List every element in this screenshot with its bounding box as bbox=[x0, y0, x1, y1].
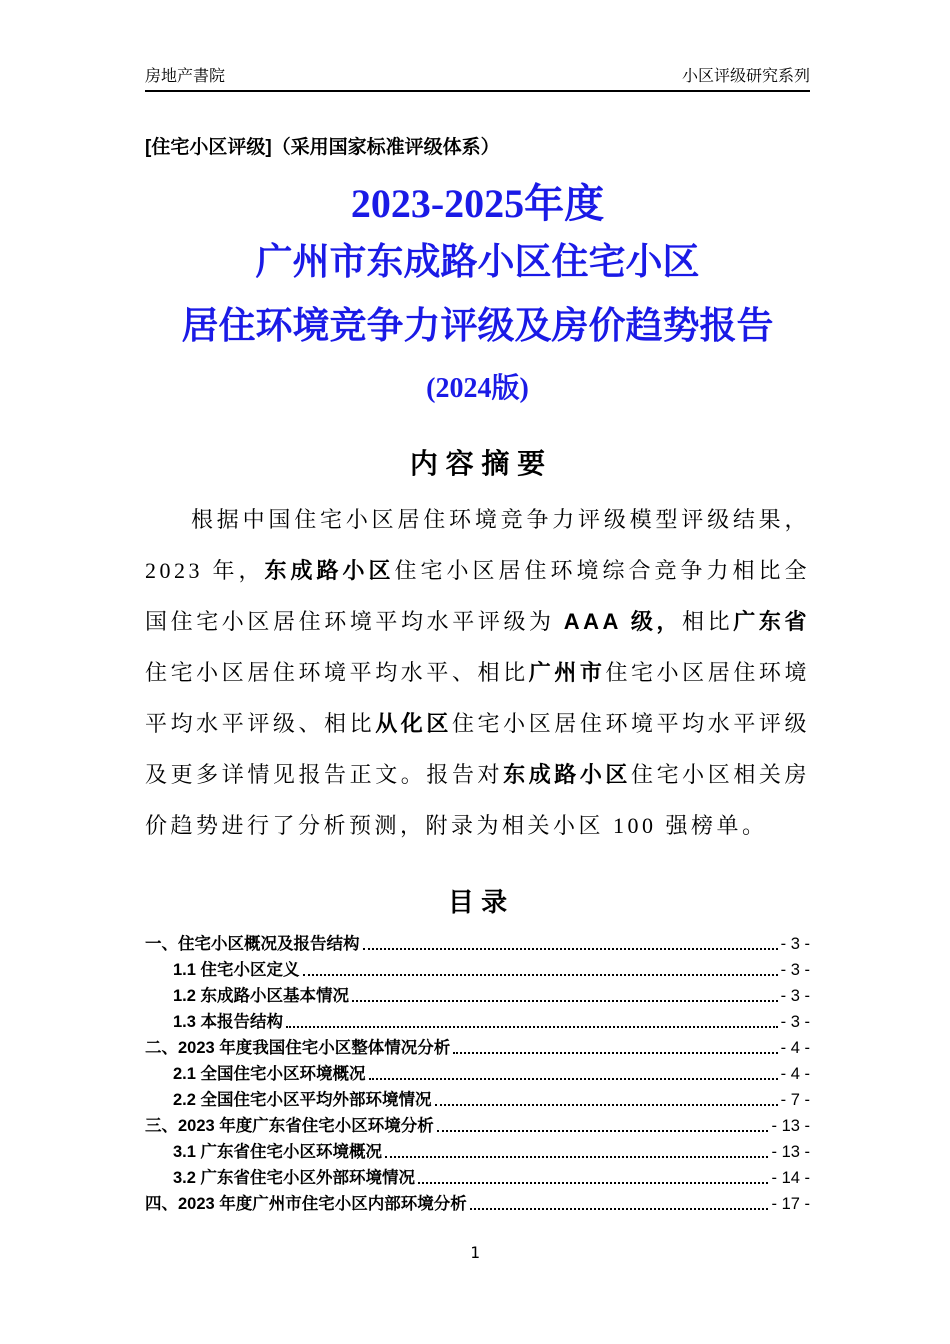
toc-entry-label: 2.1 全国住宅小区环境概况 bbox=[173, 1065, 366, 1083]
toc-dot-leader bbox=[418, 1182, 768, 1184]
toc-entry[interactable] bbox=[145, 1165, 810, 1191]
toc-entry[interactable] bbox=[145, 1009, 810, 1035]
toc-entry[interactable] bbox=[145, 931, 810, 957]
toc-entry-label: 四、2023 年度广州市住宅小区内部环境分析 bbox=[145, 1195, 467, 1213]
toc-dot-leader bbox=[453, 1052, 777, 1054]
abstract-bold-text: 东成路小区 bbox=[264, 558, 395, 583]
toc-entry-page: - 3 - bbox=[780, 935, 810, 953]
toc-entry-label: 3.1 广东省住宅小区环境概况 bbox=[173, 1143, 383, 1161]
toc-dot-leader bbox=[437, 1130, 769, 1132]
toc-entry-label: 二、2023 年度我国住宅小区整体情况分析 bbox=[145, 1039, 451, 1057]
abstract-heading: 内 容 摘 要 bbox=[409, 448, 546, 479]
abstract-bold-text: 广东省 bbox=[733, 609, 810, 634]
abstract-paragraph bbox=[145, 494, 810, 851]
toc-entry-page: - 3 - bbox=[780, 1013, 810, 1031]
abstract-text: 相比 bbox=[682, 609, 734, 634]
abstract-bold-text: 从化区 bbox=[375, 711, 452, 736]
toc-entry[interactable] bbox=[145, 1061, 810, 1087]
toc-entry-label: 1.3 本报告结构 bbox=[173, 1013, 284, 1031]
toc-entry-page: - 4 - bbox=[780, 1039, 810, 1057]
abstract-bold-text: 广州市 bbox=[528, 660, 606, 685]
abstract-bold-text: AAA 级， bbox=[563, 609, 683, 634]
toc-entry-page: - 3 - bbox=[780, 961, 810, 979]
toc-dot-leader bbox=[303, 974, 778, 976]
toc-entry[interactable] bbox=[145, 1035, 810, 1061]
toc-dot-leader bbox=[435, 1104, 778, 1106]
toc-entry-page: - 17 - bbox=[771, 1195, 810, 1213]
header-rule bbox=[145, 90, 810, 92]
toc-entry-page: - 13 - bbox=[771, 1117, 810, 1135]
toc-entry-label: 1.2 东成路小区基本情况 bbox=[173, 987, 350, 1005]
header-left-text: 房地产書院 bbox=[145, 68, 226, 85]
toc-entry-page: - 7 - bbox=[780, 1091, 810, 1109]
rating-system-label: [住宅小区评级]（采用国家标准评级体系） bbox=[145, 137, 500, 158]
report-edition: (2024版) bbox=[426, 373, 529, 404]
toc-entry-label: 2.2 全国住宅小区平均外部环境情况 bbox=[173, 1091, 432, 1109]
toc-entry-label: 一、住宅小区概况及报告结构 bbox=[145, 935, 360, 953]
abstract-text: 根据中国住宅小区居住环境竞争力评级模型评级结果，2023 年， bbox=[145, 507, 810, 583]
abstract-text: 住宅小区居住环境平均水平、相比 bbox=[145, 660, 529, 685]
toc-dot-leader bbox=[369, 1078, 778, 1080]
toc-dot-leader bbox=[470, 1208, 769, 1210]
page-number: 1 bbox=[470, 1243, 480, 1262]
toc-dot-leader bbox=[352, 1000, 778, 1002]
toc-heading: 目 录 bbox=[447, 887, 508, 917]
toc-entry[interactable] bbox=[145, 983, 810, 1009]
toc-entry[interactable] bbox=[145, 1113, 810, 1139]
toc-dot-leader bbox=[286, 1026, 778, 1028]
table-of-contents bbox=[145, 931, 810, 1217]
abstract-bold-text: 东成路小区 bbox=[503, 762, 632, 787]
abstract-text: 住宅小区居住环境平均水平评级及更多详情见报告正文。报告对 bbox=[145, 711, 810, 787]
abstract-text: 住宅小区居住环境平均水平评级、相比 bbox=[145, 660, 810, 736]
report-title-years: 2023-2025年度 bbox=[350, 181, 605, 226]
report-title-topic: 居住环境竞争力评级及房价趋势报告 bbox=[181, 306, 774, 347]
toc-dot-leader bbox=[363, 948, 778, 950]
abstract-text: 住宅小区居住环境综合竞争力相比全国住宅小区居住环境平均水平评级为 bbox=[145, 558, 810, 634]
page-header bbox=[145, 0, 810, 88]
toc-entry[interactable] bbox=[145, 1087, 810, 1113]
abstract-text: 住宅小区相关房价趋势进行了分析预测，附录为相关小区 100 强榜单。 bbox=[145, 762, 810, 838]
report-title-subject: 广州市东成路小区住宅小区 bbox=[255, 242, 700, 283]
toc-entry-page: - 3 - bbox=[780, 987, 810, 1005]
toc-entry-label: 1.1 住宅小区定义 bbox=[173, 961, 300, 979]
toc-entry[interactable] bbox=[145, 1139, 810, 1165]
toc-dot-leader bbox=[385, 1156, 768, 1158]
toc-entry-label: 3.2 广东省住宅小区外部环境情况 bbox=[173, 1169, 416, 1187]
toc-entry-page: - 4 - bbox=[780, 1065, 810, 1083]
toc-entry-page: - 14 - bbox=[771, 1169, 810, 1187]
toc-entry-label: 三、2023 年度广东省住宅小区环境分析 bbox=[145, 1117, 434, 1135]
header-right-text: 小区评级研究系列 bbox=[681, 68, 810, 85]
toc-entry[interactable] bbox=[145, 957, 810, 983]
toc-entry[interactable] bbox=[145, 1191, 810, 1217]
toc-entry-page: - 13 - bbox=[771, 1143, 810, 1161]
